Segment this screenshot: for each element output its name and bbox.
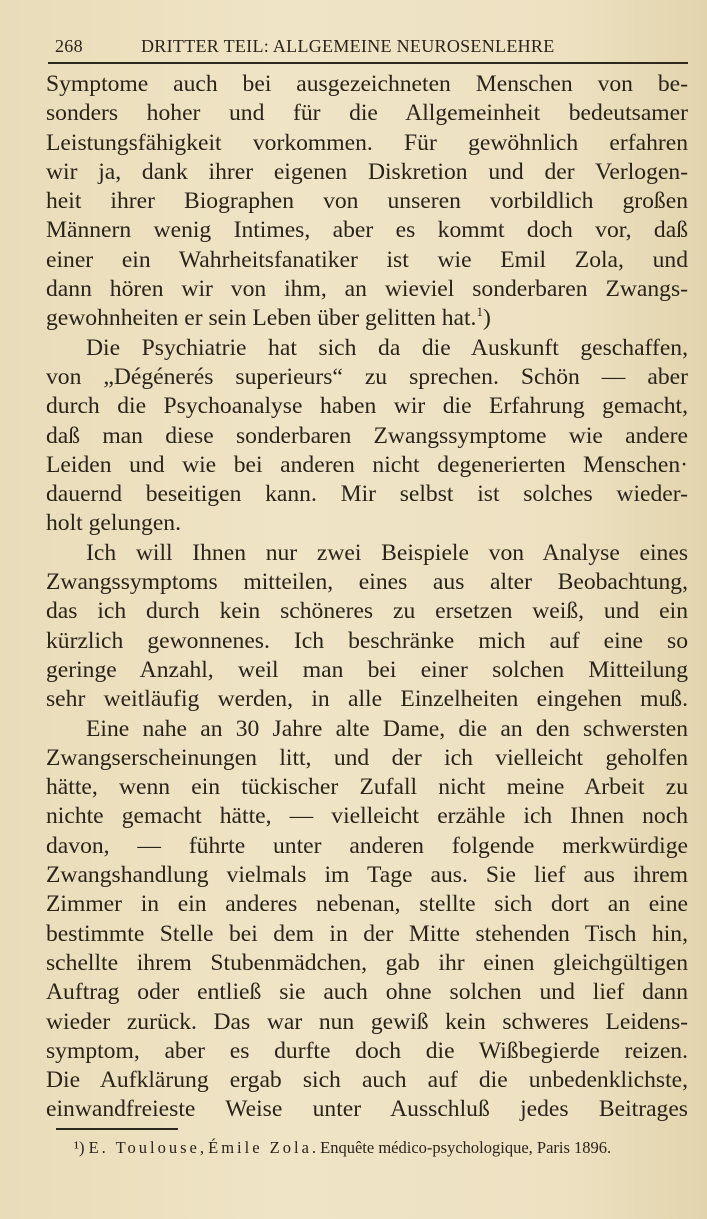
text-line <box>46 129 688 158</box>
line-text: schellte ihrem Stubenmädchen, gab ihr einen gleichgültigen <box>46 949 688 976</box>
line-text: durch die Psychoanalyse haben wir die Erfahrung gemacht, <box>46 393 688 420</box>
line-text: einwandfreieste Weise unter Ausschluß jedes Beitrages <box>46 1096 688 1123</box>
text-line <box>46 978 688 1007</box>
text-line <box>46 656 688 685</box>
text-line <box>46 685 688 714</box>
text-line <box>46 539 688 568</box>
text-line <box>46 861 688 890</box>
text-line <box>46 480 688 509</box>
line-text: Symptome auch bei ausgezeichneten Menschen von be- <box>46 71 688 97</box>
line-text: von „Dégénerés superieurs“ zu sprechen. Schön — aber <box>46 363 688 390</box>
line-text: das ich durch kein schöneres zu ersetzen weiß, und ein <box>46 598 688 625</box>
line-text: Männern wenig Intimes, aber es kommt doch vor, daß <box>46 217 688 244</box>
text-line <box>46 802 688 831</box>
line-text: Zwangserscheinungen litt, und der ich vielleicht geholfen <box>46 744 688 771</box>
footnote <box>74 1138 686 1158</box>
line-text: holt gelungen. <box>46 510 181 537</box>
line-text: Zimmer in ein anderes nebenan, stellte sich dort an eine <box>46 891 688 918</box>
line-text: wir ja, dank ihrer eigenen Diskretion und der Verlogen- <box>46 158 688 185</box>
running-title: DRITTER TEIL: ALLGEMEINE NEUROSENLEHRE <box>141 36 555 56</box>
footnote-reference: 1 <box>476 304 483 320</box>
line-text: Ich will Ihnen nur zwei Beispiele von Analyse eines <box>86 539 688 566</box>
header-rule <box>48 62 688 64</box>
line-text: Die Aufklärung ergab sich auch auf die unbedenklichste, <box>46 1067 688 1094</box>
line-text: sonders hoher und für die Allgemeinheit bedeutsamer <box>46 100 688 127</box>
text-line <box>46 304 688 333</box>
text-line <box>46 568 688 597</box>
line-text: Die Psychiatrie hat sich da die Auskunft geschaffen, <box>86 334 688 361</box>
page-header <box>55 36 671 57</box>
text-line <box>46 1037 688 1066</box>
text-line <box>46 890 688 919</box>
text-line <box>46 275 688 304</box>
line-text: dann hören wir von ihm, an wieviel sonderbaren Zwangs- <box>46 276 688 303</box>
footnote-marker: ¹) <box>74 1138 85 1157</box>
text-line <box>46 392 688 421</box>
footnote-reference-paren: ) <box>482 305 491 332</box>
text-line <box>46 1095 688 1124</box>
line-text: Leistungsfähigkeit vorkommen. Für gewöhnlich erfahren <box>46 129 688 156</box>
line-text: bestimmte Stelle bei dem in der Mitte stehenden Tisch hin, <box>46 920 688 947</box>
text-line <box>46 451 688 480</box>
text-line <box>46 1008 688 1037</box>
line-text: heit ihrer Biographen von unseren vorbildlich großen <box>46 188 688 215</box>
line-text: hätte, wenn ein tückischer Zufall nicht meine Arbeit zu <box>46 774 688 801</box>
text-line <box>46 627 688 656</box>
line-text: kürzlich gewonnenes. Ich beschränke mich auf eine so <box>46 627 688 654</box>
page-number: 268 <box>55 36 83 56</box>
footnote-rest: . Enquête médico-psychologique, Paris 1896. <box>311 1138 612 1157</box>
text-line <box>46 70 688 99</box>
text-line <box>46 99 688 128</box>
line-text: Zwangssymptoms mitteilen, eines aus alter Beobachtung, <box>46 569 688 596</box>
line-text: Leiden und wie bei anderen nicht degenerierten Menschen· <box>46 451 688 478</box>
line-text: wieder zurück. Das war nun gewiß kein schweres Leidens- <box>46 1008 688 1035</box>
line-text: dauernd beseitigen kann. Mir selbst ist solches wieder- <box>46 481 688 508</box>
text-line <box>46 773 688 802</box>
text-line <box>46 920 688 949</box>
line-text: sehr weitläufig werden, in alle Einzelheiten eingehen muß. <box>46 686 688 713</box>
line-text: Eine nahe an 30 Jahre alte Dame, die an den schwersten <box>86 715 688 742</box>
line-text: gewohnheiten er sein Leben über gelitten hat. <box>46 305 477 332</box>
text-line <box>46 158 688 187</box>
text-line <box>46 832 688 861</box>
line-text: einer ein Wahrheitsfanatiker ist wie Emil Zola, und <box>46 246 688 273</box>
text-line <box>46 187 688 216</box>
text-line <box>46 422 688 451</box>
footnote-rule <box>56 1128 178 1130</box>
text-line <box>46 744 688 773</box>
text-line <box>46 334 688 363</box>
footnote-separator: , <box>199 1138 209 1157</box>
line-text: daß man diese sonderbaren Zwangssymptome wie andere <box>46 422 688 449</box>
text-line <box>46 246 688 275</box>
text-line <box>46 949 688 978</box>
text-line <box>46 509 688 538</box>
line-text: Auftrag oder entließ sie auch ohne solchen und lief dann <box>46 979 688 1006</box>
footnote-subject: Émile Zola <box>208 1138 312 1157</box>
line-text: symptom, aber es durfte doch die Wißbegierde reizen. <box>46 1037 688 1064</box>
line-text: nichte gemacht hätte, — vielleicht erzähle ich Ihnen noch <box>46 803 688 830</box>
line-text: Zwangshandlung vielmals im Tage aus. Sie lief aus ihrem <box>46 862 688 889</box>
line-text: davon, — führte unter anderen folgende merkwürdige <box>46 832 688 859</box>
text-line <box>46 715 688 744</box>
line-text: geringe Anzahl, weil man bei einer solchen Mitteilung <box>46 656 688 683</box>
footnote-author: E. Toulouse <box>88 1138 200 1157</box>
text-line <box>46 216 688 245</box>
text-line <box>46 363 688 392</box>
body-text <box>46 70 688 1125</box>
text-line <box>46 597 688 626</box>
text-line <box>46 1066 688 1095</box>
